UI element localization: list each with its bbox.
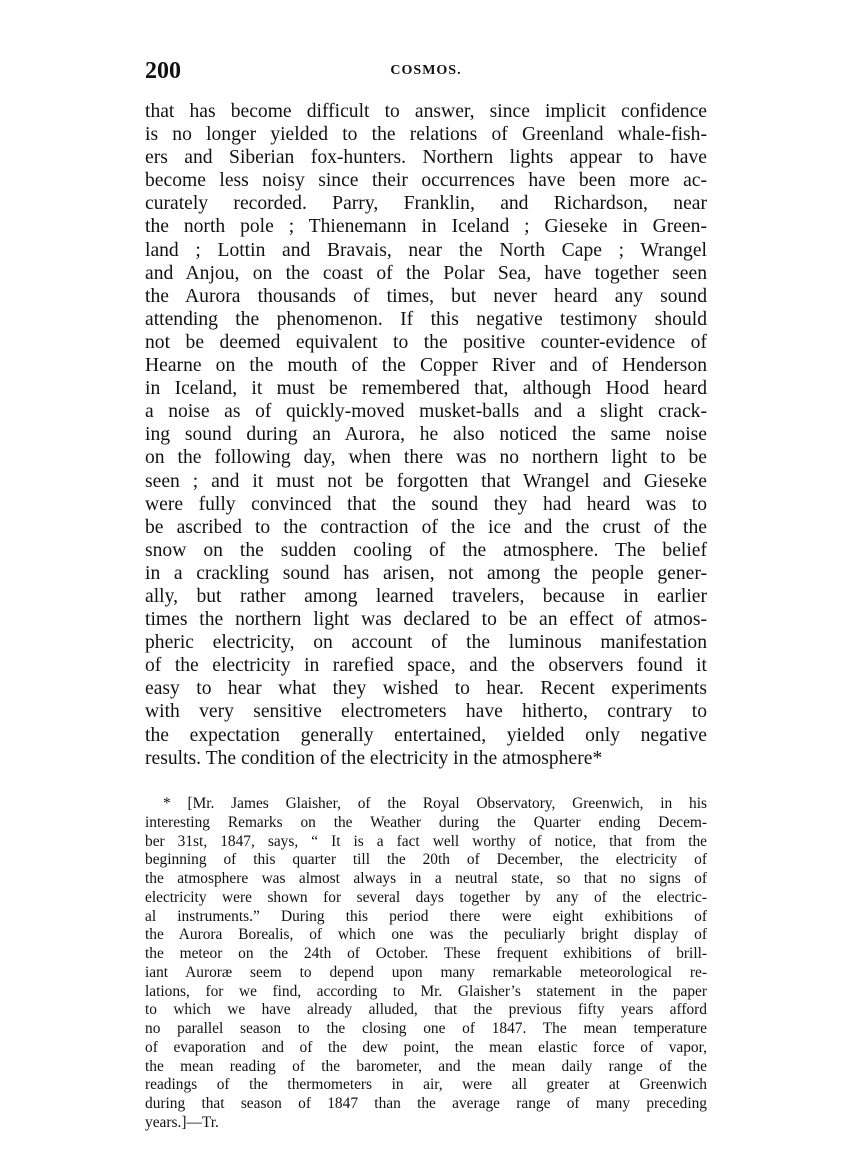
body-line: with very sensitive electrometers have hitherto, contrary to: [145, 701, 707, 723]
footnote-line: al instruments.” During this period there were eight exhibitions of: [145, 907, 707, 925]
body-line: results. The condition of the electricity in the atmosphere*: [145, 747, 603, 769]
footnote-line: the meteor on the 24th of October. These frequent exhibitions of brill-: [145, 945, 707, 962]
footnote-line: electricity were shown for several days together by any of the electric-: [145, 888, 707, 906]
body-line: not be deemed equivalent to the positive counter-evidence of: [145, 331, 707, 353]
footnote-line: lations, for we find, according to Mr. Glaisher’s statement in the paper: [145, 982, 707, 1000]
body-line: a noise as of quickly-moved musket-balls and a slight crack-: [145, 401, 707, 423]
footnote-line: the mean reading of the barometer, and the mean daily range of the: [145, 1057, 707, 1075]
footnote: [145, 795, 707, 1133]
body-line: ers and Siberian fox-hunters. Northern lights appear to have: [145, 147, 707, 169]
body-line: land ; Lottin and Bravais, near the North Cape ; Wrangel: [145, 239, 707, 261]
footnote-line: iant Auroræ seem to depend upon many remarkable meteorological re-: [145, 963, 707, 981]
footnote-line: of evaporation and of the dew point, the mean elastic force of vapor,: [145, 1038, 707, 1056]
body-line: easy to hear what they wished to hear. Recent experiments: [145, 678, 707, 700]
body-line: attending the phenomenon. If this negative testimony should: [145, 308, 707, 330]
body-line: were fully convinced that the sound they had heard was to: [145, 493, 707, 515]
body-line: be ascribed to the contraction of the ice and the crust of the: [145, 516, 707, 538]
body-line: and Anjou, on the coast of the Polar Sea, have together seen: [145, 262, 707, 284]
footnote-line: during that season of 1847 than the average range of many preceding: [145, 1095, 707, 1112]
body-line: Hearne on the mouth of the Copper River and of Henderson: [145, 355, 707, 377]
footnote-line: the atmosphere was almost always in a neutral state, so that no signs of: [145, 870, 707, 887]
body-line: times the northern light was declared to be an effect of atmos-: [145, 609, 707, 631]
body-line: snow on the sudden cooling of the atmosphere. The belief: [145, 539, 707, 561]
running-head: COSMOS.: [390, 63, 462, 78]
footnote-line: to which we have already alluded, that the previous fifty years afford: [145, 1001, 707, 1019]
body-line: become less noisy since their occurrences have been more ac-: [145, 170, 707, 192]
body-line: seen ; and it must not be forgotten that Wrangel and Gieseke: [145, 470, 707, 492]
footnote-line: the Aurora Borealis, of which one was the peculiarly bright display of: [145, 926, 707, 944]
footnote-line: beginning of this quarter till the 20th of December, the electricity of: [145, 851, 707, 869]
body-line: on the following day, when there was no northern light to be: [145, 447, 707, 469]
body-line: ing sound during an Aurora, he also noticed the same noise: [145, 424, 707, 446]
footnote-line: years.]—Tr.: [145, 1113, 219, 1131]
body-text: [145, 100, 707, 770]
body-line: of the electricity in rarefied space, and the observers found it: [145, 655, 707, 677]
body-line: the Aurora thousands of times, but never heard any sound: [145, 285, 707, 307]
body-line: curately recorded. Parry, Franklin, and Richardson, near: [145, 193, 707, 215]
page-number: 200: [145, 58, 181, 84]
footnote-line: interesting Remarks on the Weather during the Quarter ending Decem-: [145, 813, 707, 831]
body-line: in Iceland, it must be remembered that, although Hood heard: [145, 378, 707, 400]
footnote-line: no parallel season to the closing one of 1847. The mean temperature: [145, 1020, 707, 1037]
body-line: is no longer yielded to the relations of Greenland whale-fish-: [145, 124, 707, 146]
body-line: that has become difficult to answer, since implicit confidence: [145, 101, 707, 122]
body-line: the expectation generally entertained, yielded only negative: [145, 724, 707, 746]
footnote-line: readings of the thermometers in air, were all greater at Greenwich: [145, 1076, 707, 1094]
body-line: pheric electricity, on account of the luminous manifestation: [145, 632, 707, 654]
footnote-line: * [Mr. James Glaisher, of the Royal Observatory, Greenwich, in his: [163, 795, 707, 812]
footnote-line: ber 31st, 1847, says, “ It is a fact well worthy of notice, that from the: [145, 832, 707, 850]
page-header: [145, 58, 707, 86]
body-line: ally, but rather among learned travelers, because in earlier: [145, 585, 707, 607]
body-line: the north pole ; Thienemann in Iceland ; Gieseke in Green-: [145, 216, 707, 238]
body-line: in a crackling sound has arisen, not among the people gener-: [145, 562, 707, 584]
